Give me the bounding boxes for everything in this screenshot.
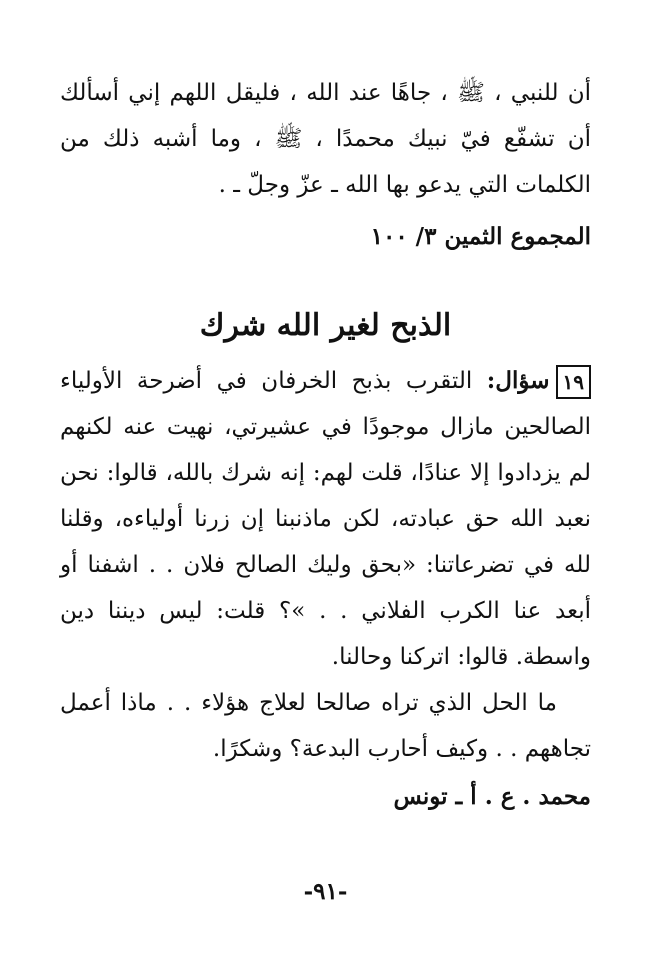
question-followup: ما الحل الذي تراه صالحا لعلاج هؤلاء . . ماذا أعمل تجاههم . . وكيف أحارب البدعة؟ وشكرًا. [60,690,591,762]
section-heading: الذبح لغير الله شرك [199,308,452,343]
question-label: سؤال: [486,367,550,394]
questioner-signature: محمد . ع . أ ـ تونس [393,783,591,810]
page-number: -٩١- [303,878,348,905]
question-number-badge: ١٩ [556,365,591,399]
source-reference: المجموع الثمين ٣/ ١٠٠ [370,223,591,250]
question-text: التقرب بذبح الخرفان في أضرحة الأولياء الصالحين مازال موجودًا في عشيرتي، نهيت عنه لكنهم لم يزدادوا إلا عنادًا، قلت لهم: إنه شرك بالله، قالوا: نحن نعبد الله حق عبادته، لكن ماذنبنا إن زرنا أولياءه، وقلنا لله في تضرعاتنا: «بحق وليك الصالح فلان . . اشفنا أو أبعد عنا الكرب الفلاني . . »؟ قلت: ليس ديننا دين واسطة. قالوا: اتركنا وحالنا. [60,368,591,670]
top-paragraph: أن للنبي ، ﷺ ، جاهًا عند الله ، فليقل اللهم إني أسألك أن تشفّع فيّ نبيك محمدًا ، ﷺ ، وما أشبه ذلك من الكلمات التي يدعو بها الله ـ عزّ وجلّ ـ . [60,80,591,198]
question-paragraph [60,358,591,680]
book-page [60,70,591,957]
